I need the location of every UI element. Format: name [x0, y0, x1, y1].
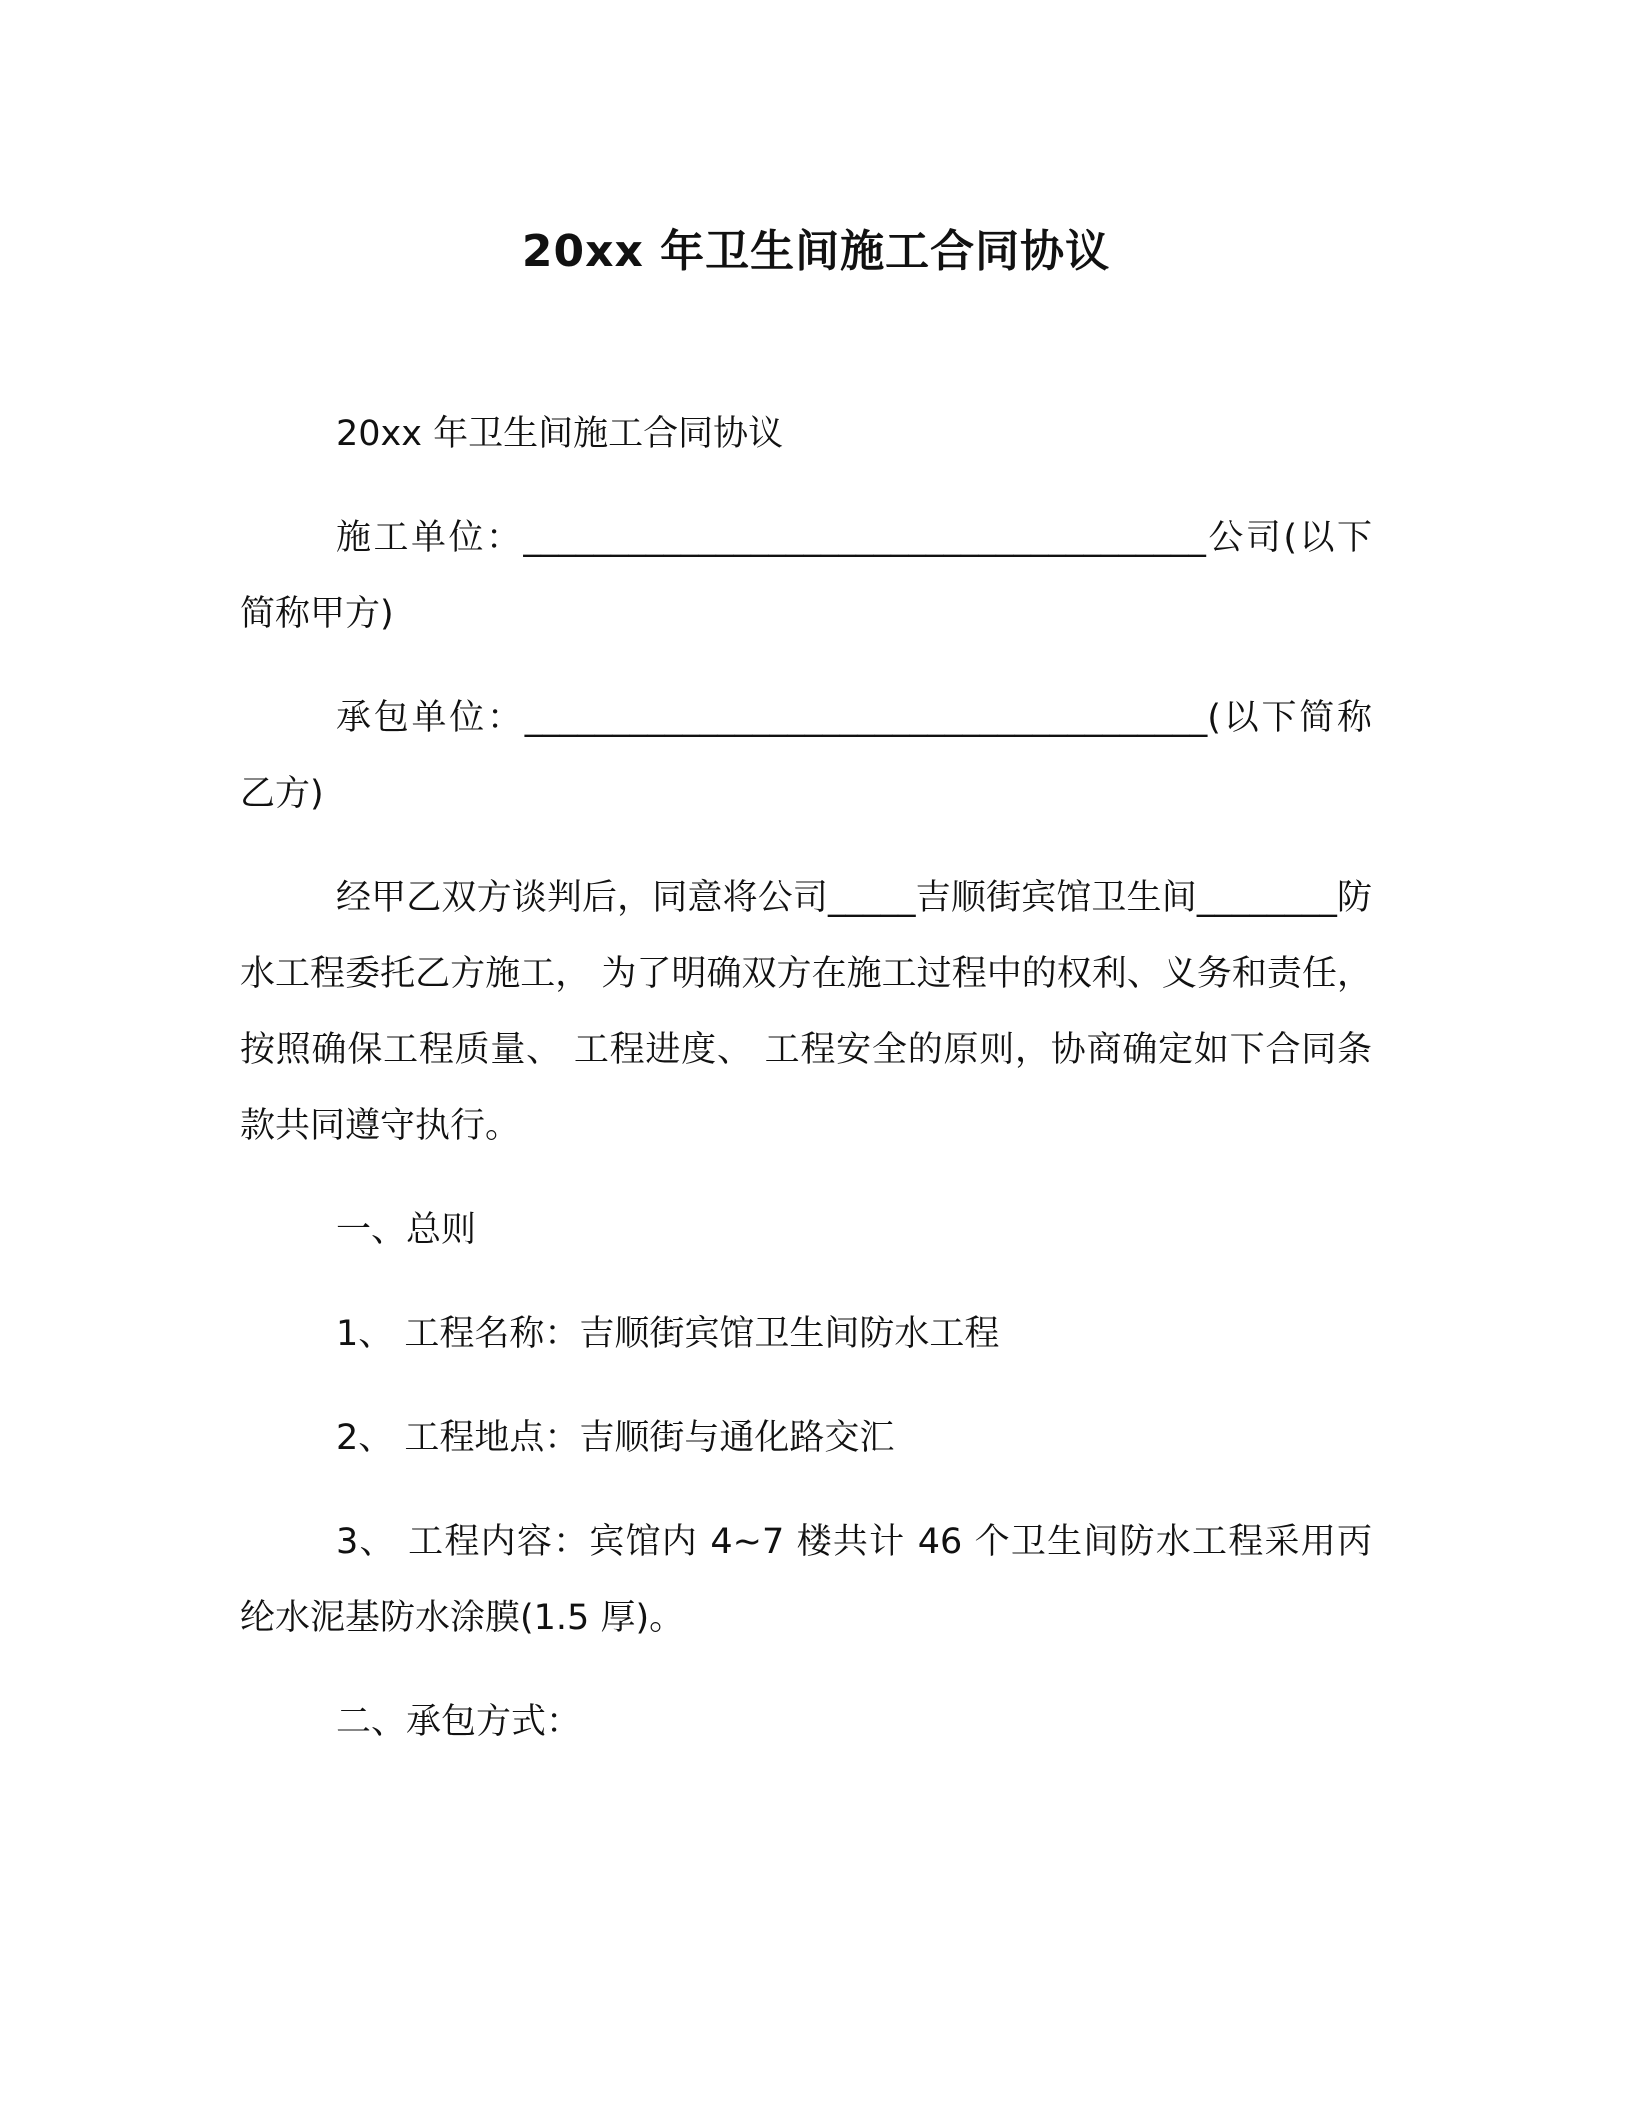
item-project-content: 3、 工程内容：宾馆内 4~7 楼共计 46 个卫生间防水工程采用丙纶水泥基防水涂膜(1.5 厚)。 [240, 1522, 1372, 1638]
preamble-paragraph: 经甲乙双方谈判后，同意将公司_____吉顺街宾馆卫生间________防水工程委托乙方施工， 为了明确双方在施工过程中的权利、义务和责任，按照确保工程质量、 工程进度、 工程安全的原则，协商确定如下合同条款共同遵守执行。 [240, 878, 1372, 1146]
section-heading-contract-method: 二、承包方式： [336, 1702, 582, 1742]
document-body [240, 396, 1372, 1788]
item-project-name: 1、 工程名称：吉顺街宾馆卫生间防水工程 [336, 1314, 1000, 1354]
subtitle-paragraph: 20xx 年卫生间施工合同协议 [336, 414, 784, 454]
contractor-unit-paragraph: 施工单位：_______________________________________公司(以下简称甲方) [240, 518, 1372, 634]
section-heading-general: 一、总则 [336, 1210, 477, 1250]
subcontractor-unit-paragraph: 承包单位：_______________________________________(以下简称乙方) [240, 698, 1372, 814]
item-project-location: 2、 工程地点：吉顺街与通化路交汇 [336, 1418, 895, 1458]
document-title: 20xx 年卫生间施工合同协议 [521, 226, 1111, 277]
